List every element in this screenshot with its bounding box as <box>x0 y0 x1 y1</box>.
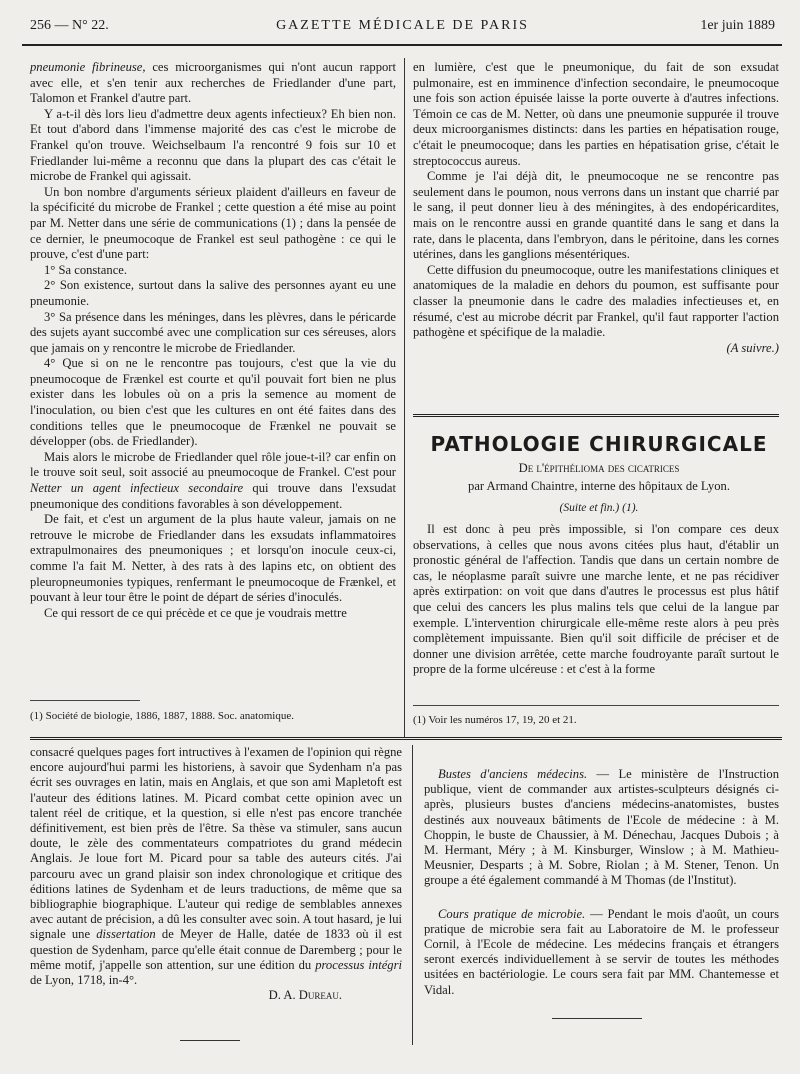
news-item <box>424 767 779 889</box>
news-title: Bustes d'anciens médecins. <box>438 767 588 781</box>
footnote: (1) Société de biologie, 1886, 1887, 1888. Soc. anatomique. <box>30 710 294 722</box>
footnote: (1) Voir les numéros 17, 19, 20 et 21. <box>413 714 577 726</box>
continued-note: (A suivre.) <box>726 340 779 355</box>
issue-date: 1er juin 1889 <box>700 18 775 33</box>
paragraph <box>30 60 396 107</box>
article-column-2b <box>413 522 779 678</box>
news-column <box>424 767 779 998</box>
paragraph: Un bon nombre d'arguments sérieux plaident d'ailleurs en faveur de la spécificité du microbe de Frankel ; cette question a été mise au point par M. Netter dans une série de communications (1) ; dans la pensée de ce dernier, le pneumocoque de Frankel est seul pathogène : ce qui le prouve, c'est d'une part: <box>30 184 396 262</box>
end-rule <box>180 1040 240 1041</box>
section-rule <box>413 414 779 417</box>
article-title: De l'épithélioma des cicatrices <box>518 461 680 475</box>
header-rule <box>22 44 782 46</box>
list-item: 3° Sa présence dans les méninges, dans les plèvres, dans le péricarde des sujets ayant succombé avec une complication sur ces séreuses, alors que jamais on y rencontre le microbe de Friedlander. <box>30 309 396 355</box>
paragraph: Cette diffusion du pneumocoque, outre les manifestations cliniques et anatomiques de la maladie en dehors du poumon, est suffisante pour classer la pneumonie dans le cadre des maladies infectieuses et, en résumé, c'est au microbe décrit par Frankel, qu'il faut rapporter l'action pathogène et spécifique de la maladie. <box>413 262 779 340</box>
paragraph: De fait, et c'est un argument de la plus haute valeur, jamais on ne retrouve le microbe de Friedlander dans les exsudats inflammatoires extrapulmonaires des pneumoniques ; et lorsqu'on inocule ceux-ci, comme l'a fait M. Netter, à des rats à des lapins etc, on obtient des pleuropneumonies typiques, renfermant le pneumocoque de Frænkel, et pouvant à leur tour être le point de départ de séries d'inoculés. <box>30 512 396 605</box>
footnote-rule <box>30 700 140 701</box>
emphasis: dissertation <box>96 927 156 942</box>
paragraph: Ce qui ressort de ce qui précède et ce que je voudrais mettre <box>44 605 347 620</box>
paragraph <box>30 450 396 512</box>
list-item: 1° Sa constance. <box>44 262 128 277</box>
paragraph: Y a-t-il dès lors lieu d'admettre deux agents infectieux? Eh bien non. Et tout d'abord dans l'immense majorité des cas c'est le microbe de Frankel qu'on trouve. Weichselbaum l'a rencontré 9 fois sur 10 et Friedlander lui-même a reconnu que dans la plupart des cas c'était le microbe de Frankel qui agissait. <box>30 106 396 184</box>
emphasis: Netter un agent infectieux secondaire <box>30 481 244 496</box>
paragraph-text: qui trouve dans l'exsudat pneumonique des conditions favorables à son développement. <box>30 481 397 511</box>
column-divider-top <box>404 58 405 738</box>
emphasis: pneumonie fibrineuse, <box>30 60 146 74</box>
footnote-rule <box>413 705 779 706</box>
emphasis: processus intégri <box>315 957 402 972</box>
article-author: par Armand Chaintre, interne des hôpitaux de Lyon. <box>468 479 730 493</box>
list-item: 2° Son existence, surtout dans la salive des personnes ayant eu une pneumonie. <box>30 278 396 308</box>
paragraph-text: consacré quelques pages fort intructives à l'examen de l'opinion qui règne encore aujourd'hui parmi les historiens, à savoir que Sydenham n'a pas écrit ses ouvrages en latin, mais en Anglais, et que son ami Mapletoft est l'auteur des éditions latines. M. Picard combat cette opinion avec un talent réel de critique, et la question, si elle n'est pas encore tranchée définitivement, est bien près de l'être. Sa thèse va stimuler, sans aucun doute, le zèle des commentateurs compatriotes du grand médecin Anglais. Je loue fort M. Picard pour sa table des auteurs cités. J'ai parcouru avec un grand plaisir son index chronologique et critique des éditions latines de Sydenham et de leurs traductions, de même que sa bibliographie biographique. L'auteur qui redige de semblables annexes avec autant de précision, a dû les consulter avec soin. A tout hasard, je lui signale une <box>30 745 402 942</box>
news-text: — Pendant le mois d'août, un cours pratique de microbie sera fait au Laboratoire de M. le professeur Cornil, à l'Ecole de médecine. Les médecins français et étrangers seront exercés individuellement à se servir de toutes les méthodes usitées en bactériologie. Le cours sera fait par MM. Chantemesse et Vidal. <box>424 906 779 997</box>
page-number: 256 — N° 22. <box>30 18 109 33</box>
paragraph: Comme je l'ai déjà dit, le pneumocoque ne se rencontre pas seulement dans le poumon, nous verrons dans un instant que charrié par le sang, il peut donner lieu à des méningites, à des endopéricardites, mais on le rencontre aussi en grande quantité dans le sang et dans la rate, dans le placenta, dans l'embryon, dans le péritoine, dans les cornes utérines, dans les ganglions mésentériques. <box>413 169 779 262</box>
review-column <box>30 745 402 1003</box>
section-title: PATHOLOGIE CHIRURGICALE <box>430 432 768 456</box>
news-text: — Le ministère de l'Instruction publique, vient de commander aux artistes-sculpteurs désignés ci-après, plusieurs bustes d'anciens médecins-anatomistes, bustes destinés aux nouveaux bâtiments de l'Ecole de médecine : à M. Choppin, le buste de Chaussier, à M. Dénechau, Jacques Dubois ; à M. Hermant, Méry ; à M. Kinsburger, Winslow ; à M. Mathieu-Meusnier, Desparts ; à M. Sobre, Riolan ; à M. Stener, Tenon. Un groupe a été également commandé à M Thomas (de l'Institut). <box>424 767 779 888</box>
journal-title: GAZETTE MÉDICALE DE PARIS <box>276 18 529 33</box>
paragraph <box>30 745 402 988</box>
paragraph-text: Mais alors le microbe de Friedlander quel rôle joue-t-il? car enfin on le trouve soit seul, soit associé au pneumocoque de Frankel. C'est pour <box>30 449 396 480</box>
paragraph: Il est donc à peu près impossible, si l'on compare ces deux observations, à celles que nous avons citées plus haut, d'établir un pronostic général de l'affection. Tandis que dans un certain nombre de cas, le néoplasme paraît suivre une marche lente, et ne pas récidiver après extirpation: on voit que dans d'autres le processus est plus hâtif que celui des cancers les plus malins tels que celui de la langue par exemple. L'intervention chirurgicale elle-même reste alors à peu près complètement impuissante. Bien qu'il soit difficile de préciser et de donner une division arrêtée, cette marche foudroyante paraît surtout le propre de la forme ulcéreuse : et c'est à la forme <box>413 522 779 677</box>
news-item <box>424 907 779 998</box>
article-column-2 <box>413 60 779 356</box>
page-section-rule <box>30 737 782 740</box>
end-rule <box>552 1018 642 1019</box>
article-part: (Suite et fin.) (1). <box>559 502 639 514</box>
list-item: 4° Que si on ne le rencontre pas toujours, c'est que la vie du pneumocoque de Frænkel est courte et qu'il pouvait fort bien ne plus exister dans les lobules où on a pris la semence au moment de l'inoculation, ou bien c'est que les cultures en ont été faites dans des conditions telles que le pneumocoque de Frænkel ne pouvait se développer (obs. de Friedlander). <box>30 356 396 449</box>
signature: D. A. Dureau. <box>268 988 342 1003</box>
page-header <box>30 18 775 38</box>
paragraph-text: ces microorganismes qui n'ont aucun rapport avec elle, et s'en tenir aux recherches de Friedlander d'une part, Talomon et Frankel d'autre part. <box>30 60 396 106</box>
column-divider-bottom <box>412 745 413 1045</box>
paragraph: en lumière, c'est que le pneumonique, du fait de son exsudat pulmonaire, est en imminence d'infection secondaire, le pneumocoque une fois son action épuisée laisse la porte ouverte à d'autres infections. Témoin ce cas de M. Netter, où dans une pneumonie suppurée il trouve deux microorganismes distincts: dans les parties en hépatisation rouge, c'était le pneumocoque; dans les parties en hépatisation grise, c'était le streptococcus aureus. <box>413 60 779 168</box>
article-column-1 <box>30 60 396 621</box>
paragraph-text: de Meyer de Halle, datée de 1833 où il est question de Sydenham, parce qu'elle était connue de Daremberg ; pour le même motif, j'appelle son attention, sur une édition du <box>30 927 402 972</box>
paragraph-text: de Lyon, 1718, in-4°. <box>30 973 138 988</box>
news-title: Cours pratique de microbie. <box>438 906 586 921</box>
